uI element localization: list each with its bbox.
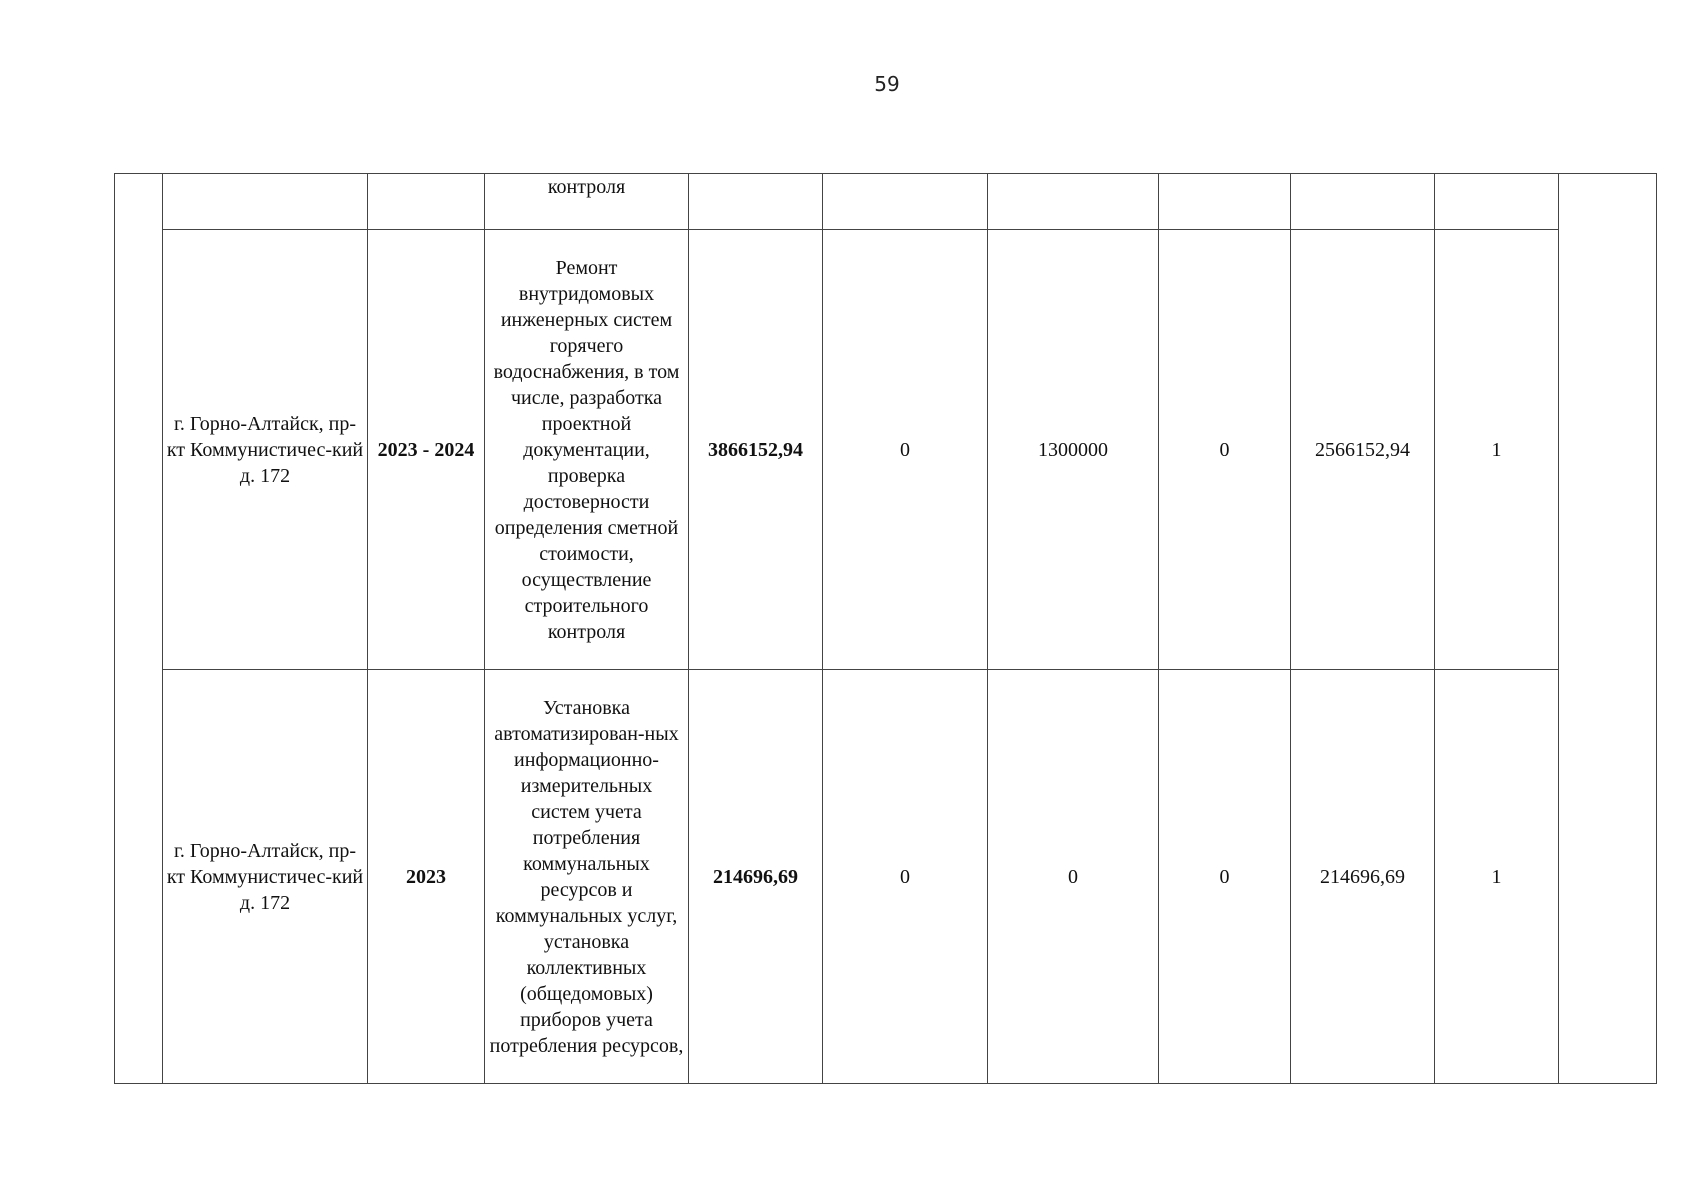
value-cell: 2566152,94: [1291, 230, 1435, 670]
period-cell: 2023 - 2024: [368, 230, 485, 670]
value-cell: [988, 174, 1159, 230]
value-cell: 0: [823, 670, 988, 1084]
right-side-cell: [1559, 174, 1657, 1084]
period-cell: [368, 174, 485, 230]
value-cell: 0: [988, 670, 1159, 1084]
address-cell: [163, 174, 368, 230]
value-cell: 214696,69: [1291, 670, 1435, 1084]
value-cell: 0: [1159, 670, 1291, 1084]
page-number: 59: [874, 72, 900, 96]
value-cell: [1291, 174, 1435, 230]
value-cell: 1300000: [988, 230, 1159, 670]
total-cell: 3866152,94: [689, 230, 823, 670]
program-table: [114, 173, 1657, 1084]
table-row-fragment: [115, 174, 1657, 230]
table-row: [115, 230, 1657, 670]
address-cell: г. Горно-Алтайск, пр-кт Коммунистичес-кий д. 172: [163, 670, 368, 1084]
value-cell: 0: [1159, 230, 1291, 670]
work-cell: контроля: [485, 174, 689, 230]
work-cell: Ремонт внутридомовых инженерных систем горячего водоснабжения, в том числе, разработка проектной документации, проверка достоверности определения сметной стоимости, осуществление строительного контроля: [485, 230, 689, 670]
count-cell: 1: [1435, 670, 1559, 1084]
total-cell: [689, 174, 823, 230]
count-cell: 1: [1435, 230, 1559, 670]
value-cell: 0: [823, 230, 988, 670]
table-row: [115, 670, 1657, 1084]
work-cell: Установка автоматизирован-ных информационно-измерительных систем учета потребления коммунальных ресурсов и коммунальных услуг, установка коллективных (общедомовых) приборов учета потребления ресурсов,: [485, 670, 689, 1084]
value-cell: [1159, 174, 1291, 230]
address-cell: г. Горно-Алтайск, пр-кт Коммунистичес-кий д. 172: [163, 230, 368, 670]
total-cell: 214696,69: [689, 670, 823, 1084]
value-cell: [823, 174, 988, 230]
count-cell: [1435, 174, 1559, 230]
left-side-cell: [115, 174, 163, 1084]
period-cell: 2023: [368, 670, 485, 1084]
